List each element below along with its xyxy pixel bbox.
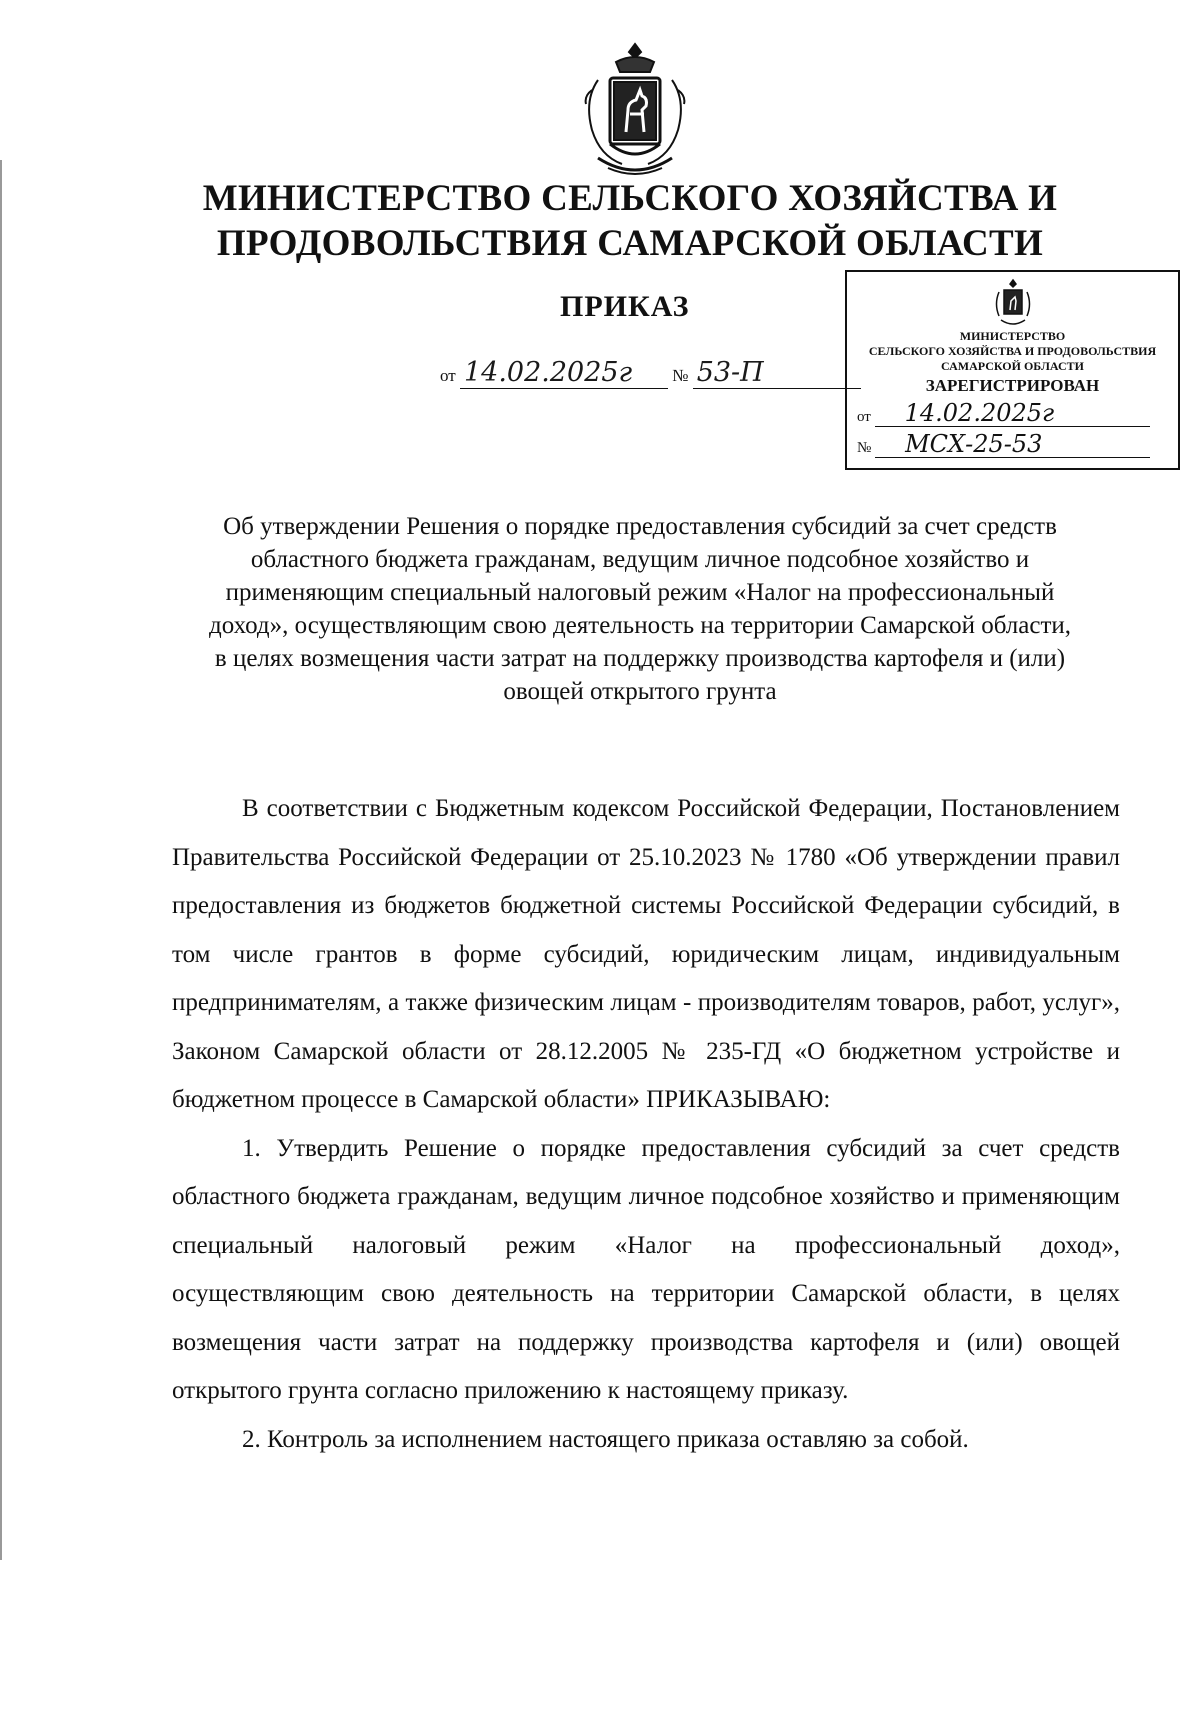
body-item-2: 2. Контроль за исполнением настоящего приказа оставляю за собой. bbox=[242, 1425, 969, 1453]
stamp-number-prefix: № bbox=[857, 440, 872, 456]
body-preamble: В соответствии с Бюджетным кодексом Российской Федерации, Постановлением Правительства Российской Федерации от 25.10.2023 № 1780 «Об утверждении правил предоставления из бюджетов бюджетной системы Российской Федерации субсидий, в том числе грантов в форме субсидий, юридическим лицам, индивидуальным предпринимателям, а также физическим лицам - производителям товаров, работ, услуг», Законом Самарской области от 28.12.2005 № 235-ГД «О бюджетном устройстве и бюджетном процессе в Самарской области» ПРИКАЗЫВАЮ: bbox=[172, 795, 1120, 1113]
stamp-date-prefix: от bbox=[857, 409, 871, 425]
ministry-title-line1: МИНИСТЕРСТВО СЕЛЬСКОГО ХОЗЯЙСТВА И bbox=[202, 178, 1058, 219]
handwritten-number: 53-П bbox=[693, 358, 861, 389]
order-date-number-line bbox=[440, 358, 861, 389]
stamp-handwritten-number: МСХ-25-53 bbox=[875, 431, 1150, 458]
body-item-1: 1. Утвердить Решение о порядке предоставления субсидий за счет средств областного бюджета гражданам, ведущим личное подсобное хозяйство и применяющим специальный налоговый режим «Налог на профессиональный доход», осуществляющим свою деятельность на территории Самарской области, в целях возмещения части затрат на поддержку производства картофеля и (или) овощей открытого грунта согласно приложению к настоящему приказу. bbox=[172, 1134, 1120, 1404]
order-subject: Об утверждении Решения о порядке предоставления субсидий за счет средств областного бюджета гражданам, ведущим личное подсобное хозяйство и применяющим специальный налоговый режим «Налог на профессиональный доход», осуществляющим свою деятельность на территории Самарской области, в целях возмещения части затрат на поддержку производства картофеля и (или) овощей открытого грунта bbox=[208, 513, 1072, 705]
handwritten-date: 14.02.2025г bbox=[460, 358, 668, 389]
order-body bbox=[172, 785, 1120, 1464]
registration-stamp bbox=[845, 270, 1180, 470]
stamp-date-row bbox=[857, 400, 1178, 427]
ministry-title-line2: ПРОДОВОЛЬСТВИЯ САМАРСКОЙ ОБЛАСТИ bbox=[216, 223, 1044, 264]
stamp-emblem-icon bbox=[993, 278, 1033, 328]
coat-of-arms-emblem bbox=[578, 40, 692, 182]
stamp-ministry-line1: МИНИСТЕРСТВО bbox=[959, 329, 1066, 343]
stamp-handwritten-date: 14.02.2025г bbox=[875, 400, 1150, 427]
stamp-ministry-line3: САМАРСКОЙ ОБЛАСТИ bbox=[941, 359, 1084, 373]
ministry-title bbox=[180, 176, 1080, 266]
stamp-number-row bbox=[857, 431, 1178, 458]
scan-edge-line bbox=[0, 160, 2, 1560]
stamp-ministry-line2: СЕЛЬСКОГО ХОЗЯЙСТВА И ПРОДОВОЛЬСТВИЯ bbox=[868, 344, 1157, 358]
date-prefix: от bbox=[440, 366, 456, 385]
number-prefix: № bbox=[672, 366, 689, 385]
document-type: ПРИКАЗ bbox=[560, 290, 690, 323]
stamp-registered-label: ЗАРЕГИСТРИРОВАН bbox=[925, 376, 1100, 395]
